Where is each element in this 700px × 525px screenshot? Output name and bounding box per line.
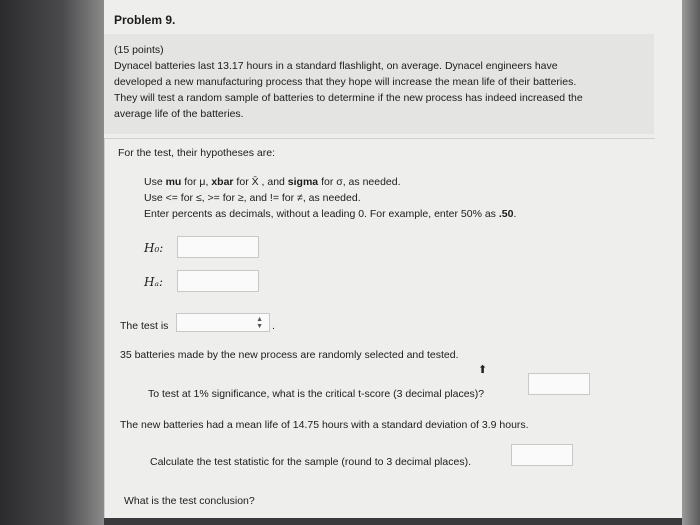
- intro-line-2: developed a new manufacturing process that they hope will increase the mean life of their batteries.: [114, 76, 577, 88]
- instruction-keyword-sigma: sigma: [287, 176, 319, 188]
- h0-input[interactable]: [177, 236, 259, 258]
- test-statistic-input[interactable]: [511, 444, 573, 466]
- hypotheses-intro: For the test, their hypotheses are:: [118, 147, 275, 159]
- critical-question: To test at 1% significance, what is the critical t-score (3 decimal places)?: [148, 388, 485, 400]
- intro-line-1: Dynacel batteries last 13.17 hours in a standard flashlight, on average. Dynacel engineers have: [114, 60, 558, 72]
- instruction-text: Enter percents as decimals, without a leading 0. For example, enter 50% as: [144, 208, 499, 220]
- instruction-line-3: [144, 206, 516, 222]
- instruction-keyword-mu: mu: [165, 176, 182, 188]
- ha-label: Hₐ:: [144, 275, 164, 289]
- h0-label: H₀:: [144, 241, 164, 255]
- problem-page: [104, 0, 682, 518]
- test-type-period: .: [272, 320, 275, 332]
- test-type-select[interactable]: [176, 313, 270, 332]
- instruction-text: .: [513, 208, 517, 220]
- problem-title: Problem 9.: [114, 13, 176, 27]
- monitor-bezel-left: [0, 0, 104, 525]
- instructions: [144, 174, 516, 222]
- instruction-text: for X̄ , and: [233, 176, 288, 188]
- mouse-cursor-icon: ⬆: [478, 364, 488, 376]
- points-text: (15 points): [114, 44, 164, 56]
- select-arrows-icon: ▲ ▼: [256, 316, 263, 330]
- instruction-line-1: [144, 174, 516, 190]
- conclusion-question: What is the test conclusion?: [124, 495, 255, 507]
- instruction-example: .50: [498, 208, 514, 220]
- sample-text: 35 batteries made by the new process are randomly selected and tested.: [120, 349, 459, 361]
- statistic-question: Calculate the test statistic for the sample (round to 3 decimal places).: [150, 456, 471, 468]
- critical-t-input[interactable]: [528, 373, 590, 395]
- problem-statement: [104, 34, 654, 134]
- instruction-text: for σ, as needed.: [318, 176, 401, 188]
- instruction-text: for μ,: [181, 176, 212, 188]
- ha-input[interactable]: [177, 270, 259, 292]
- instruction-line-2: Use <= for ≤, >= for ≥, and != for ≠, as needed.: [144, 192, 361, 204]
- intro-line-3: They will test a random sample of batteries to determine if the new process has indeed increased the: [114, 92, 583, 104]
- monitor-bezel-right: [682, 0, 700, 525]
- instruction-text: Use: [144, 176, 166, 188]
- sample-stats-text: The new batteries had a mean life of 14.75 hours with a standard deviation of 3.9 hours.: [120, 419, 529, 431]
- intro-line-4: average life of the batteries.: [114, 108, 244, 120]
- instruction-keyword-xbar: xbar: [211, 176, 234, 188]
- test-type-label: The test is: [120, 320, 169, 332]
